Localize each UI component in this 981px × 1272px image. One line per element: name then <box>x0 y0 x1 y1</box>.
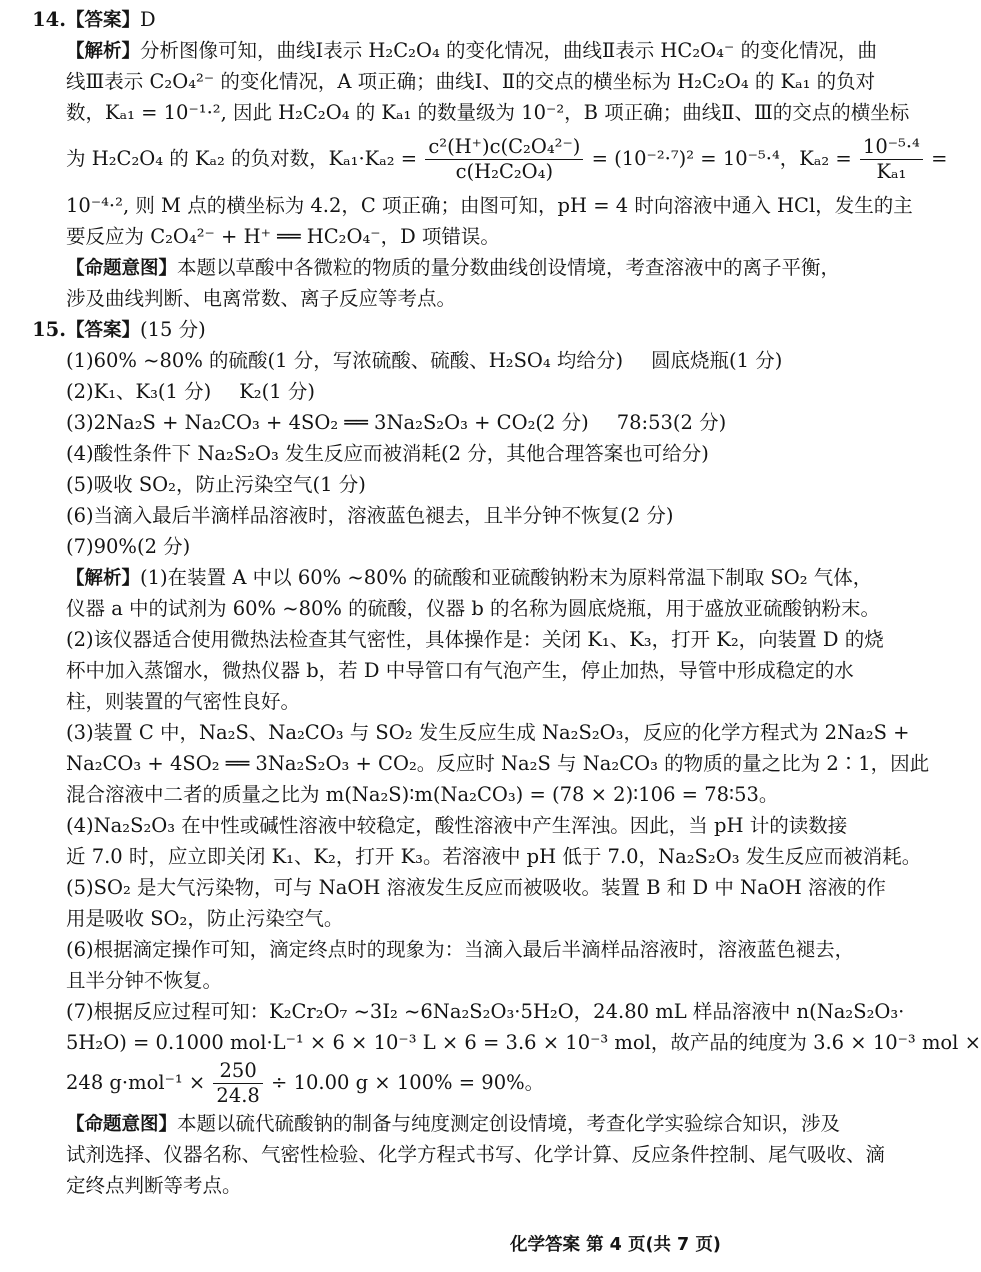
analysis-text: 且半分钟不恢复。 <box>66 969 223 992</box>
analysis-text: 近 7.0 时，应立即关闭 K₁、K₂，打开 K₃。若溶液中 pH 低于 7.0，Na₂S₂O₃ 发生反应而被消耗。 <box>66 845 922 868</box>
page-footer: 化学答案 第 4 页(共 7 页) <box>510 1235 721 1255</box>
q14-analysis-line-4 <box>66 128 948 190</box>
q14-analysis-text: 为 H₂C₂O₄ 的 Kₐ₂ 的负对数，Kₐ₁·Kₐ₂ = <box>66 147 418 170</box>
q15-analysis-2-line-1 <box>66 624 884 655</box>
q14-analysis-text: 分析图像可知，曲线Ⅰ表示 H₂C₂O₄ 的变化情况，曲线Ⅱ表示 HC₂O₄⁻ 的变化情况，曲 <box>140 39 877 62</box>
analysis-text: (4)Na₂S₂O₃ 在中性或碱性溶液中较稳定，酸性溶液中产生浑浊。因此，当 pH 计的读数接 <box>66 814 848 837</box>
analysis-text: (1)在装置 A 中以 60% ~80% 的硫酸和亚硫酸钠粉末为原料常温下制取 SO₂ 气体， <box>140 566 873 589</box>
q15-intent-line-2 <box>66 1139 886 1170</box>
q15-analysis-7-line-2 <box>66 1027 981 1058</box>
fraction-numerator: 250 <box>213 1059 262 1084</box>
answer-text: K₂(1 分) <box>239 380 315 403</box>
analysis-text: Na₂CO₃ + 4SO₂ ══ 3Na₂S₂O₃ + CO₂。反应时 Na₂S 与 Na₂CO₃ 的物质的量之比为 2∶1，因此 <box>66 752 930 775</box>
q15-analysis-tag: 【解析】 <box>66 568 141 589</box>
q14-analysis-line-6 <box>66 221 870 252</box>
analysis-text: 248 g·mol⁻¹ × <box>66 1071 206 1094</box>
analysis-text: (3)装置 C 中，Na₂S、Na₂CO₃ 与 SO₂ 发生反应生成 Na₂S₂O₃，反应的化学方程式为 2Na₂S + <box>66 721 910 744</box>
analysis-text: 柱，则装置的气密性良好。 <box>66 690 301 713</box>
q14-answer-tag: 【答案】 <box>66 10 141 31</box>
q14-intent-line-2 <box>66 283 870 314</box>
q14-analysis-text: 线Ⅲ表示 C₂O₄²⁻ 的变化情况，A 项正确；曲线Ⅰ、Ⅱ的交点的横坐标为 H₂C₂O₄ 的 Kₐ₁ 的负对 <box>66 70 876 93</box>
q15-score: (15 分) <box>140 318 206 341</box>
q15-answer-6 <box>66 500 870 531</box>
q15-number: 15. <box>32 318 66 341</box>
analysis-text: (2)该仪器适合使用微热法检查其气密性，具体操作是：关闭 K₁、K₃，打开 K₂，向装置 D 的烧 <box>66 628 884 651</box>
q15-analysis-3-line-2 <box>66 748 930 779</box>
q14-analysis-text: 10⁻⁴·², 则 M 点的横坐标为 4.2，C 项正确；由图可知，pH = 4 时向溶液中通入 HCl，发生的主 <box>66 194 913 217</box>
q15-answer-4 <box>66 438 870 469</box>
q14-analysis-line-2 <box>66 66 876 97</box>
q14-intent-text: 本题以草酸中各微粒的物质的量分数曲线创设情境，考查溶液中的离子平衡， <box>177 256 841 279</box>
q15-analysis-2-line-3 <box>66 686 870 717</box>
analysis-text: 5H₂O) = 0.1000 mol·L⁻¹ × 6 × 10⁻³ L × 6 = 3.6 × 10⁻³ mol，故产品的纯度为 3.6 × 10⁻³ mol × <box>66 1031 981 1054</box>
answer-text: (3)2Na₂S + Na₂CO₃ + 4SO₂ ══ 3Na₂S₂O₃ + CO₂(2 分) <box>66 411 589 434</box>
q15-analysis-1-line-2 <box>66 593 881 624</box>
q14-header <box>32 4 870 35</box>
q14-answer: D <box>140 8 156 31</box>
q15-analysis-4-line-2 <box>66 841 922 872</box>
q15-analysis-2-line-2 <box>66 655 870 686</box>
analysis-text: (7)根据反应过程可知：K₂Cr₂O₇ ~3I₂ ~6Na₂S₂O₃·5H₂O，24.80 mL 样品溶液中 n(Na₂S₂O₃· <box>66 1000 905 1023</box>
answer-text: (6)当滴入最后半滴样品溶液时，溶液蓝色褪去，且半分钟不恢复(2 分) <box>66 504 674 527</box>
q15-analysis-5-line-1 <box>66 872 886 903</box>
q15-analysis-5-line-2 <box>66 903 870 934</box>
q15-intent-line-1 <box>66 1108 870 1139</box>
q15-analysis-6-line-2 <box>66 965 870 996</box>
q15-analysis-7-line-3 <box>66 1058 870 1108</box>
q14-analysis-tag: 【解析】 <box>66 41 141 62</box>
answer-text: 78:53(2 分) <box>616 411 727 434</box>
analysis-text: 仪器 a 中的试剂为 60% ~80% 的硫酸，仪器 b 的名称为圆底烧瓶，用于盛放亚硫酸钠粉末。 <box>66 597 881 620</box>
fraction-denominator: c(H₂C₂O₄) <box>455 160 554 183</box>
q14-number: 14. <box>32 8 66 31</box>
q15-answer-3 <box>66 407 870 438</box>
q15-analysis-4-line-1 <box>66 810 870 841</box>
answer-text: (1)60% ~80% 的硫酸(1 分，写浓硫酸、硫酸、H₂SO₄ 均给分) <box>66 349 624 372</box>
q15-intent-line-3 <box>66 1170 870 1201</box>
q14-analysis-text: = (10⁻²·⁷)² = 10⁻⁵·⁴，Kₐ₂ = <box>591 147 852 170</box>
q15-answer-7 <box>66 531 870 562</box>
q14-intent-tag: 【命题意图】 <box>66 258 178 279</box>
fraction-denominator: Kₐ₁ <box>876 160 907 183</box>
analysis-text: 用是吸收 SO₂，防止污染空气。 <box>66 907 344 930</box>
fraction-numerator: 10⁻⁵·⁴ <box>860 135 923 160</box>
q14-intent-text: 涉及曲线判断、电离常数、离子反应等考点。 <box>66 287 457 310</box>
q14-analysis-line-3 <box>66 97 910 128</box>
ka-product-fraction <box>425 135 583 184</box>
q15-analysis-6-line-1 <box>66 934 870 965</box>
q15-answer-2 <box>66 376 870 407</box>
q15-intent-text: 定终点判断等考点。 <box>66 1174 242 1197</box>
fraction-numerator: c²(H⁺)c(C₂O₄²⁻) <box>425 135 583 160</box>
q15-answer-5 <box>66 469 870 500</box>
dilution-fraction <box>213 1059 262 1108</box>
answer-text: (5)吸收 SO₂，防止污染空气(1 分) <box>66 473 366 496</box>
q14-analysis-text: 要反应为 C₂O₄²⁻ + H⁺ ══ HC₂O₄⁻，D 项错误。 <box>66 225 500 248</box>
answer-text: (2)K₁、K₃(1 分) <box>66 380 212 403</box>
q14-analysis-text: = <box>931 147 948 170</box>
q14-intent-line-1 <box>66 252 870 283</box>
q15-intent-text: 试剂选择、仪器名称、气密性检验、化学方程式书写、化学计算、反应条件控制、尾气吸收、滴 <box>66 1143 886 1166</box>
q15-header <box>32 314 870 345</box>
q15-intent-tag: 【命题意图】 <box>66 1114 178 1135</box>
q15-analysis-3-line-3 <box>66 779 870 810</box>
analysis-text: (5)SO₂ 是大气污染物，可与 NaOH 溶液发生反应而被吸收。装置 B 和 D 中 NaOH 溶液的作 <box>66 876 886 899</box>
q15-answer-1 <box>66 345 870 376</box>
q15-analysis-7-line-1 <box>66 996 905 1027</box>
answer-text: 圆底烧瓶(1 分) <box>651 349 783 372</box>
analysis-text: (6)根据滴定操作可知，滴定终点时的现象为：当滴入最后半滴样品溶液时，溶液蓝色褪去， <box>66 938 855 961</box>
q14-analysis-line-5 <box>66 190 913 221</box>
q15-analysis-3-line-1 <box>66 717 910 748</box>
q14-analysis-line-1 <box>66 35 877 66</box>
answer-text: (4)酸性条件下 Na₂S₂O₃ 发生反应而被消耗(2 分，其他合理答案也可给分) <box>66 442 709 465</box>
q15-answer-tag: 【答案】 <box>66 320 141 341</box>
analysis-text: 混合溶液中二者的质量之比为 m(Na₂S)∶m(Na₂CO₃) = (78 × 2)∶106 = 78∶53。 <box>66 783 779 806</box>
answer-text: (7)90%(2 分) <box>66 535 191 558</box>
fraction-denominator: 24.8 <box>216 1084 260 1107</box>
q15-analysis-1-line-1 <box>66 562 873 593</box>
q15-intent-text: 本题以硫代硫酸钠的制备与纯度测定创设情境，考查化学实验综合知识，涉及 <box>177 1112 841 1135</box>
ka2-fraction <box>860 135 923 184</box>
q14-analysis-text: 数，Kₐ₁ = 10⁻¹·², 因此 H₂C₂O₄ 的 Kₐ₁ 的数量级为 10⁻²，B 项正确；曲线Ⅱ、Ⅲ的交点的横坐标 <box>66 101 910 124</box>
analysis-text: 杯中加入蒸馏水，微热仪器 b，若 D 中导管口有气泡产生，停止加热，导管中形成稳定的水 <box>66 659 854 682</box>
analysis-text: ÷ 10.00 g × 100% = 90%。 <box>271 1071 545 1094</box>
